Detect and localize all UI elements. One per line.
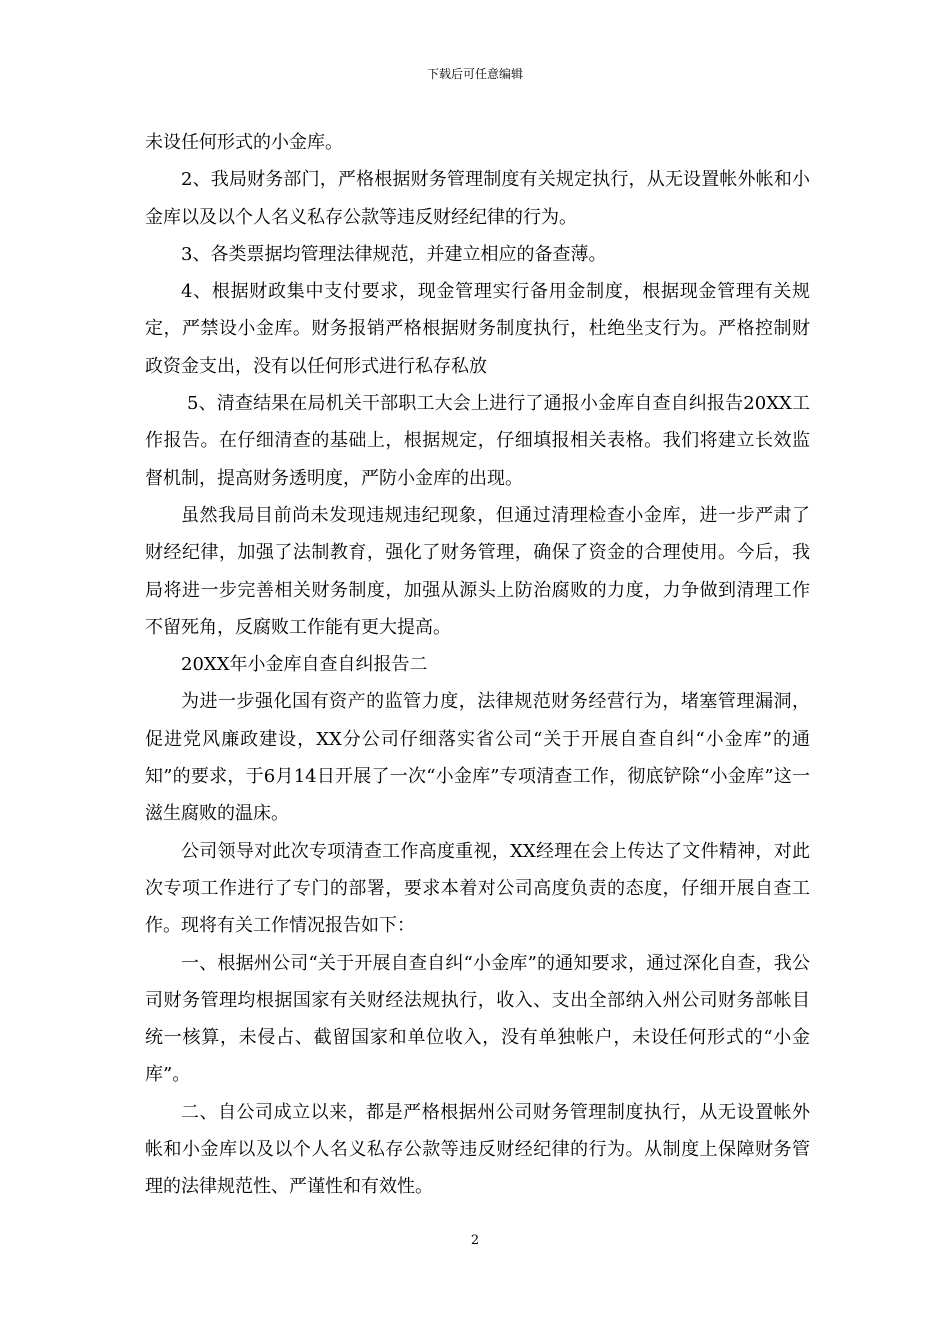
paragraph-item-5: 5、清查结果在局机关干部职工大会上进行了通报小金库自查自纠报告20XX工作报告。在仔细清查的基础上，根据规定，仔细填报相关表格。我们将建立长效监督机制，提高财务透明度，严防小金库的出现。 <box>145 393 810 489</box>
paragraph-point-one: 一、根据州公司“关于开展自查自纠“小金库”的通知要求，通过深化自查，我公司财务管理均根据国家有关财经法规执行，收入、支出全部纳入州公司财务部帐目统一核算，未侵占、截留国家和单位收入，没有单独帐户，未设任何形式的“小金库”。 <box>145 952 810 1086</box>
page-number: 2 <box>470 1233 480 1248</box>
paragraph-leadership: 公司领导对此次专项清查工作高度重视，XX经理在会上传达了文件精神，对此次专项工作进行了专门的部署，要求本着对公司高度负责的态度，仔细开展自查工作。现将有关工作情况报告如下： <box>145 840 810 937</box>
paragraph-item-4: 4、根据财政集中支付要求，现金管理实行备用金制度，根据现金管理有关规定，严禁设小金库。财务报销严格根据财务制度执行，杜绝坐支行为。严格控制财政资金支出，没有以任何形式进行私存私放 <box>145 281 810 377</box>
paragraph-point-two: 二、自公司成立以来，都是严格根据州公司财务管理制度执行，从无设置帐外帐和小金库以及以个人名义私存公款等违反财经纪律的行为。从制度上保障财务管理的法律规范性、严谨性和有效性。 <box>145 1101 810 1198</box>
paragraph-item-2: 2、我局财务部门，严格根据财务管理制度有关规定执行，从无设置帐外帐和小金库以及以个人名义私存公款等违反财经纪律的行为。 <box>145 169 810 228</box>
paragraph-conclusion: 虽然我局目前尚未发现违规违纪现象，但通过清理检查小金库，进一步严肃了财经纪律，加强了法制教育，强化了财务管理，确保了资金的合理使用。今后，我局将进一步完善相关财务制度，加强从源头上防治腐败的力度，力争做到清理工作不留死角，反腐败工作能有更大提高。 <box>145 504 810 638</box>
document-body <box>145 124 810 1206</box>
paragraph-item-3: 3、各类票据均管理法律规范，并建立相应的备查薄。 <box>181 243 607 265</box>
paragraph-intro: 为进一步强化国有资产的监管力度，法律规范财务经营行为，堵塞管理漏洞，促进党风廉政建设，XX分公司仔细落实省公司“关于开展自查自纠“小金库”的通知”的要求，于6月14日开展了一次“小金库”专项清查工作，彻底铲除“小金库”这一滋生腐败的温床。 <box>145 691 810 825</box>
section-heading-report-two: 20XX年小金库自查自纠报告二 <box>181 654 428 676</box>
paragraph-continuation: 未设任何形式的小金库。 <box>145 132 343 153</box>
page-header: 下载后可任意编辑 <box>426 67 523 81</box>
